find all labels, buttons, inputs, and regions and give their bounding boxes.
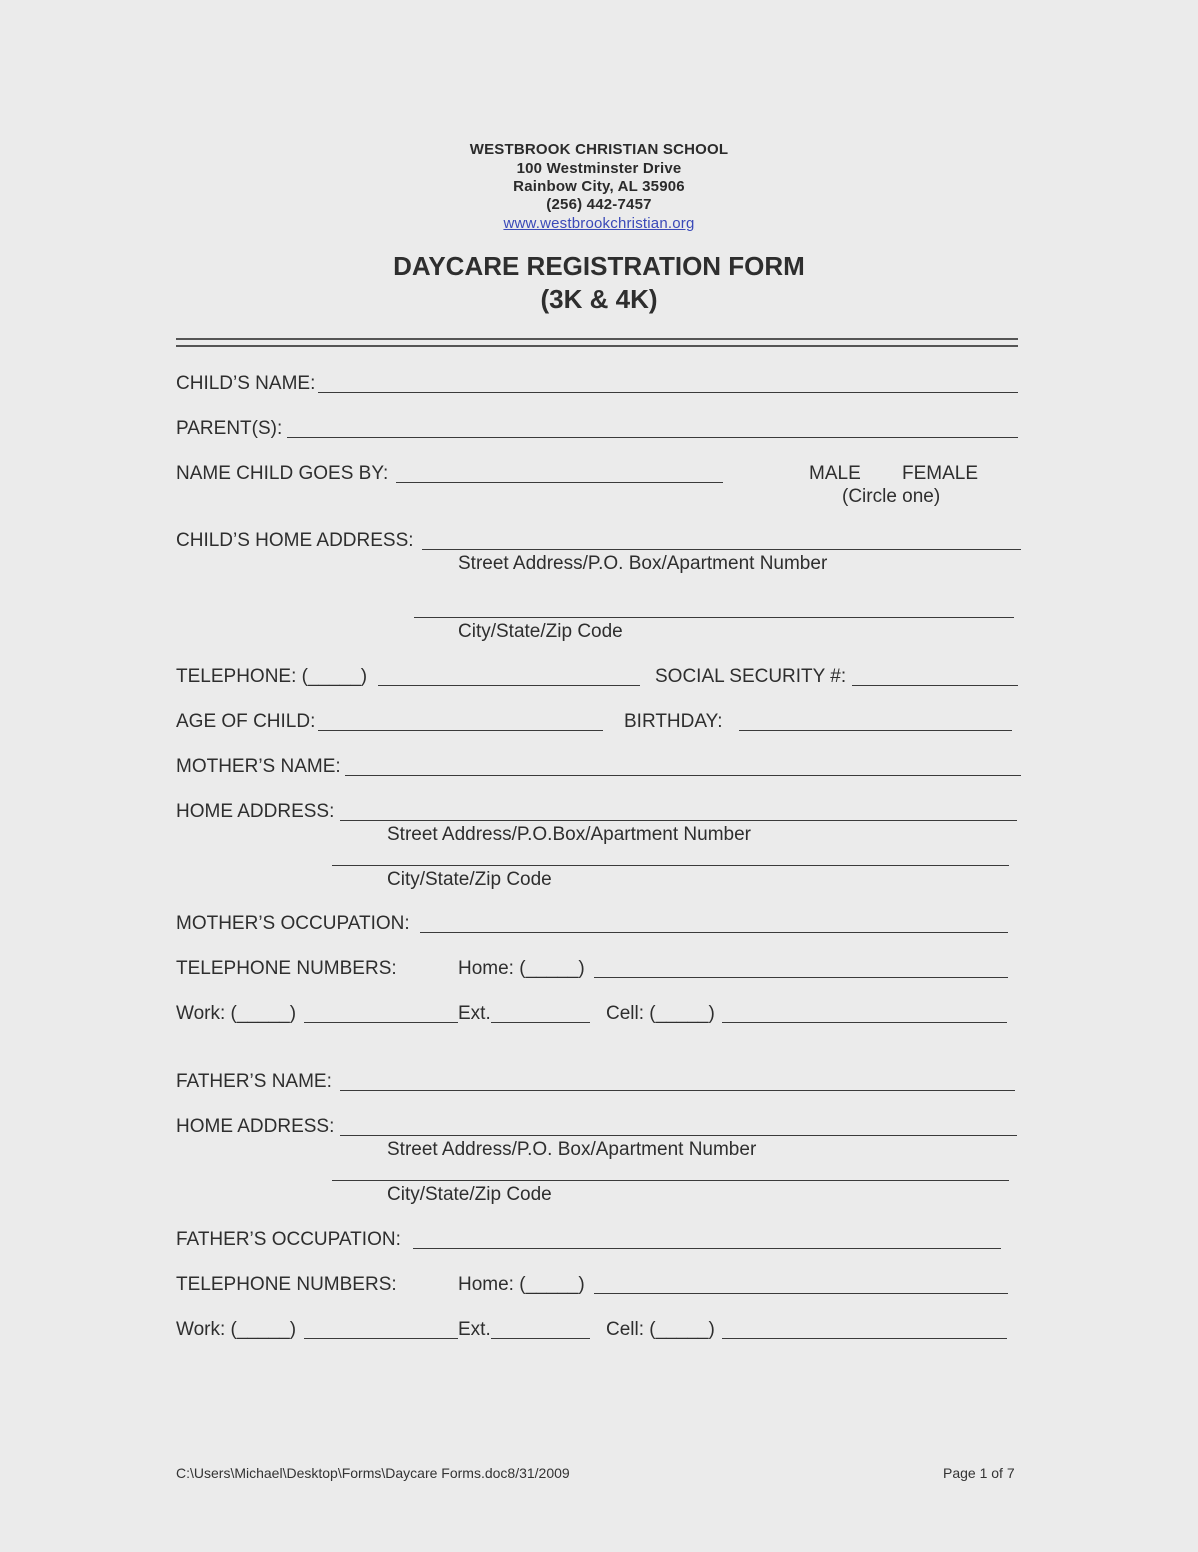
father-name-field[interactable] [340,1090,1015,1091]
birthday-label: BIRTHDAY: [624,711,723,732]
father-street-caption: Street Address/P.O. Box/Apartment Number [387,1139,757,1160]
mother-work-field[interactable] [304,1022,458,1023]
footer-file-path: C:\Users\Michael\Desktop\Forms\Daycare Forms.doc8/31/2009 [176,1465,570,1481]
birthday-field[interactable] [739,730,1012,731]
mother-occupation-label: MOTHER’S OCCUPATION: [176,913,410,934]
father-street-field[interactable] [340,1135,1017,1136]
school-website-link[interactable]: www.westbrookchristian.org [503,215,695,232]
parents-field[interactable] [287,437,1018,438]
father-city-caption: City/State/Zip Code [387,1184,552,1205]
child-name-field[interactable] [318,392,1018,393]
father-work-label: Work: (_____) [176,1319,297,1340]
ssn-field[interactable] [852,685,1018,686]
mother-city-field[interactable] [332,865,1009,866]
mother-home-phone-field[interactable] [594,977,1008,978]
parents-label: PARENT(S): [176,418,283,439]
mother-home-address-label: HOME ADDRESS: [176,801,335,822]
goes-by-field[interactable] [396,482,723,483]
mother-cell-field[interactable] [722,1022,1007,1023]
form-subtitle: (3K & 4K) [540,284,658,314]
father-ext-label: Ext. [458,1319,491,1340]
mother-work-label: Work: (_____) [176,1003,297,1024]
child-telephone-field[interactable] [378,685,640,686]
father-home-phone-label: Home: (_____) [458,1274,585,1295]
mother-occupation-field[interactable] [420,932,1008,933]
child-street-field[interactable] [422,549,1021,550]
child-home-address-label: CHILD’S HOME ADDRESS: [176,530,414,551]
father-home-phone-field[interactable] [594,1293,1008,1294]
mother-ext-field[interactable] [491,1022,590,1023]
father-occupation-field[interactable] [413,1248,1001,1249]
father-city-field[interactable] [332,1180,1009,1181]
form-title: DAYCARE REGISTRATION FORM [393,251,805,281]
age-field[interactable] [318,730,603,731]
double-rule-divider [176,338,1018,347]
male-option[interactable]: MALE [809,463,861,484]
mother-ext-label: Ext. [458,1003,491,1024]
school-street: 100 Westminster Drive [516,160,682,177]
age-label: AGE OF CHILD: [176,711,316,732]
father-name-label: FATHER’S NAME: [176,1071,332,1092]
female-option[interactable]: FEMALE [902,463,979,484]
mother-name-field[interactable] [345,775,1021,776]
father-home-address-label: HOME ADDRESS: [176,1116,335,1137]
school-website-row [0,215,1198,232]
mother-street-caption: Street Address/P.O.Box/Apartment Number [387,824,751,845]
father-work-field[interactable] [304,1338,458,1339]
father-ext-field[interactable] [491,1338,590,1339]
school-name: WESTBROOK CHRISTIAN SCHOOL [469,141,729,158]
mother-home-phone-label: Home: (_____) [458,958,585,979]
child-street-caption: Street Address/P.O. Box/Apartment Number [458,553,828,574]
circle-one-hint: (Circle one) [842,486,941,507]
mother-phones-label: TELEPHONE NUMBERS: [176,958,397,979]
footer-page-number: Page 1 of 7 [943,1465,1015,1481]
goes-by-label: NAME CHILD GOES BY: [176,463,389,484]
father-cell-label: Cell: (_____) [606,1319,715,1340]
father-cell-field[interactable] [722,1338,1007,1339]
mother-cell-label: Cell: (_____) [606,1003,715,1024]
mother-street-field[interactable] [340,820,1017,821]
child-city-field[interactable] [414,617,1014,618]
school-city: Rainbow City, AL 35906 [513,178,685,195]
school-phone: (256) 442-7457 [546,196,652,213]
child-name-label: CHILD’S NAME: [176,373,316,394]
mother-name-label: MOTHER’S NAME: [176,756,341,777]
father-phones-label: TELEPHONE NUMBERS: [176,1274,397,1295]
mother-city-caption: City/State/Zip Code [387,869,552,890]
father-occupation-label: FATHER’S OCCUPATION: [176,1229,401,1250]
ssn-label: SOCIAL SECURITY #: [655,666,847,687]
child-telephone-label: TELEPHONE: (_____) [176,666,368,687]
child-city-caption: City/State/Zip Code [458,621,623,642]
